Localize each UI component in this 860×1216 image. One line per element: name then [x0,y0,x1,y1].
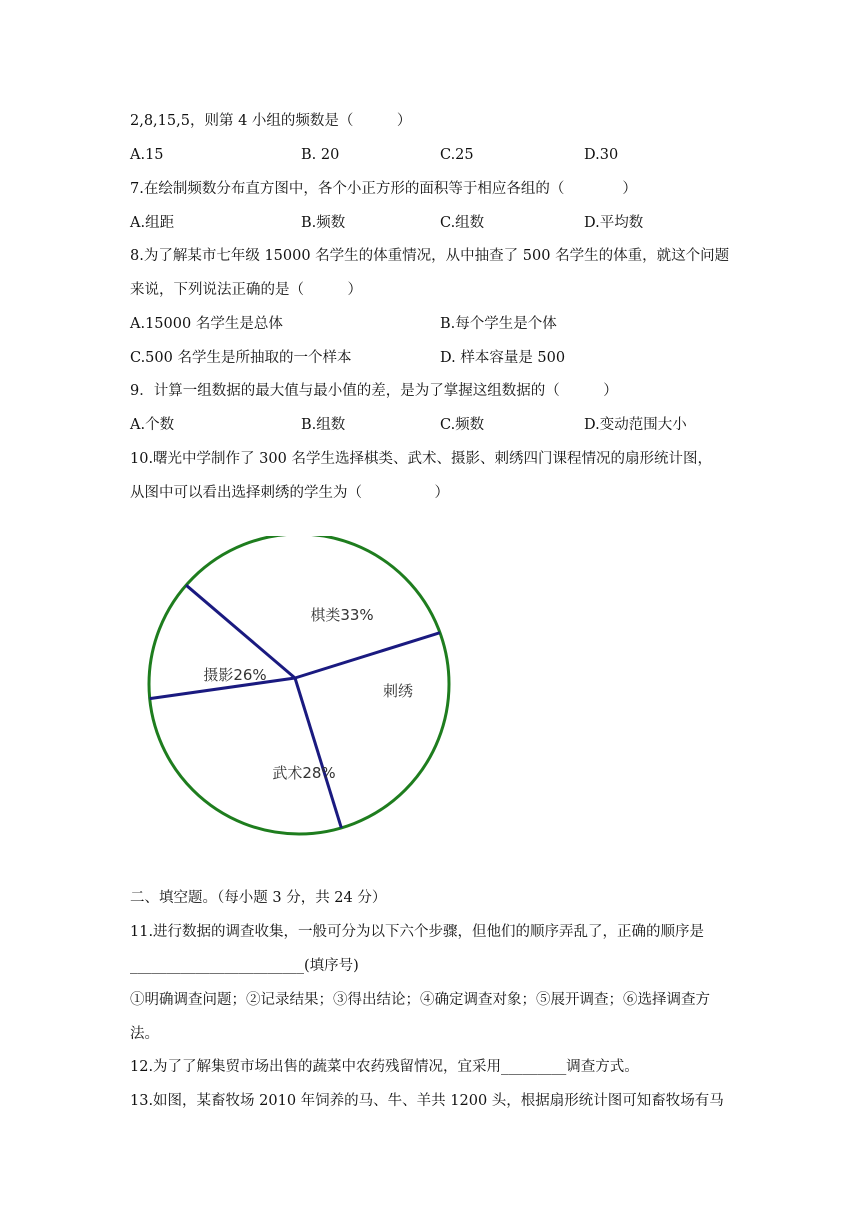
pie-chart [138,536,464,838]
q8-option-c: C.500 名学生是所抽取的一个样本 [130,350,352,366]
pie-divider [186,585,295,678]
q6-option-c: C.25 [440,147,474,163]
question-6-tail: 2,8,15,5，则第 4 小组的频数是（ ） [130,113,412,129]
question-8-line-1: 8.为了解某市七年级 15000 名学生的体重情况，从中抽查了 500 名学生的体重，就这个问题 [130,248,730,264]
question-11-line-2: ________________________(填序号) [130,958,359,974]
question-7: 7.在绘制频数分布直方图中，各个小正方形的面积等于相应各组的（ ） [130,181,637,197]
q6-option-b: B. 20 [301,147,340,163]
pie-slice-label: 摄影26% [203,666,267,684]
question-13: 13.如图，某畜牧场 2010 年饲养的马、牛、羊共 1200 头，根据扇形统计图可知畜牧场有马 [130,1093,724,1109]
q8-option-d: D. 样本容量是 500 [440,350,566,366]
q7-option-b: B.频数 [301,215,346,231]
q9-option-c: C.频数 [440,417,485,433]
q8-option-b: B.每个学生是个体 [440,316,557,332]
question-12: 12.为了了解集贸市场出售的蔬菜中农药残留情况，宜采用_________调查方式。 [130,1059,639,1075]
question-11-steps-line-2: 法。 [130,1026,159,1042]
question-10-line-2: 从图中可以看出选择刺绣的学生为（ ） [130,485,449,501]
q7-option-d: D.平均数 [584,215,644,231]
pie-slice-label: 刺绣 [382,682,414,700]
question-10-line-1: 10.曙光中学制作了 300 名学生选择棋类、武术、摄影、刺绣四门课程情况的扇形统计图， [130,451,712,467]
question-9: 9．计算一组数据的最大值与最小值的差，是为了掌握这组数据的（ ） [130,383,618,399]
pie-divider [295,633,440,678]
question-8-line-2: 来说，下列说法正确的是（ ） [130,282,362,298]
q7-option-a: A.组距 [130,215,175,231]
pie-slice-label: 棋类33% [310,606,374,624]
q8-option-a: A.15000 名学生是总体 [130,316,283,332]
q6-option-d: D.30 [584,147,619,163]
section-2-title: 二、填空题。（每小题 3 分，共 24 分） [130,890,387,906]
q7-option-c: C.组数 [440,215,485,231]
question-11-steps-line-1: ①明确调查问题；②记录结果；③得出结论；④确定调查对象；⑤展开调查；⑥选择调查方 [130,992,710,1008]
q6-option-a: A.15 [130,147,164,163]
q9-option-d: D.变动范围大小 [584,417,687,433]
pie-divider [295,678,341,828]
question-11-line-1: 11.进行数据的调查收集，一般可分为以下六个步骤，但他们的顺序弄乱了，正确的顺序是 [130,924,705,940]
q9-option-b: B.组数 [301,417,346,433]
pie-slice-label: 武术28% [272,764,336,782]
q9-option-a: A.个数 [130,417,175,433]
